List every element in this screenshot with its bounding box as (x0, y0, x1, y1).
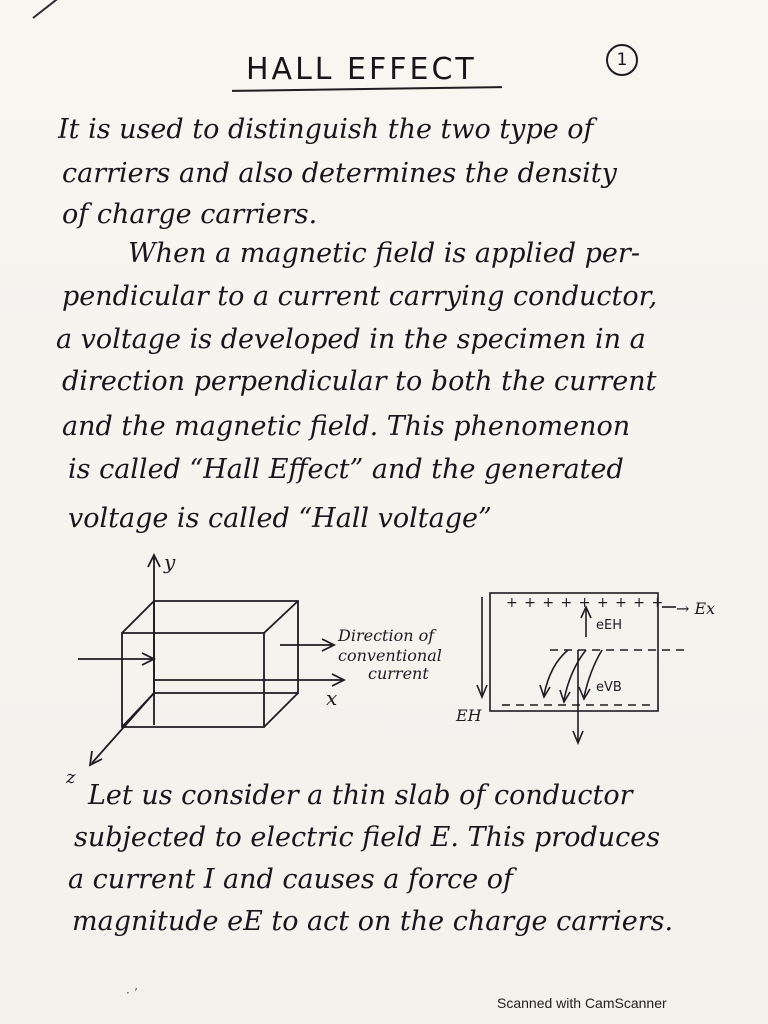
x-axis-label: x (326, 686, 338, 710)
y-axis-label: y (164, 550, 176, 574)
hall-effect-diagrams (50, 545, 716, 788)
hall-field-diagram (477, 593, 686, 743)
ex-label: → Ex (676, 599, 716, 618)
text-line: When a magnetic field is applied per- (128, 238, 640, 269)
slab-box-diagram (78, 555, 344, 765)
stray-ink-dots: · ʼ (126, 986, 138, 1000)
text-line: It is used to distinguish the two type of (58, 114, 594, 145)
text-line: pendicular to a current carrying conductor, (62, 281, 658, 312)
text-line: magnitude eE to act on the charge carriers. (72, 906, 674, 937)
current-direction-label: conventional (338, 646, 442, 665)
text-line: of charge carriers. (62, 199, 318, 230)
positive-charges-row: + + + + + + + + + (506, 595, 665, 611)
text-line: voltage is called “Hall voltage” (68, 503, 492, 534)
text-line: and the magnetic field. This phenomenon (62, 411, 631, 442)
text-line: carriers and also determines the density (62, 158, 617, 189)
eeh-label: eEH (596, 618, 622, 633)
page-number-badge: 1 (606, 44, 638, 76)
page-title: HALL EFFECT (246, 52, 477, 87)
text-line: subjected to electric field E. This produces (74, 822, 661, 853)
carrier-path-1 (544, 650, 568, 695)
carrier-path-2 (564, 650, 586, 700)
text-line: is called “Hall Effect” and the generated (68, 454, 624, 485)
text-line: a current I and causes a force of (68, 864, 514, 895)
current-direction-label: Direction of (338, 626, 435, 645)
camscanner-watermark: Scanned with CamScanner (497, 995, 667, 1011)
evb-label: eVB (596, 680, 622, 695)
z-axis-line (92, 693, 154, 763)
eh-label: EH (456, 706, 482, 725)
current-direction-label: current (368, 664, 429, 683)
text-line: Let us consider a thin slab of conductor (88, 780, 633, 811)
text-line: direction perpendicular to both the current (62, 366, 657, 397)
corner-pen-mark (32, 0, 62, 19)
text-line: a voltage is developed in the specimen in a (56, 324, 646, 355)
z-axis-label: z (66, 767, 76, 788)
